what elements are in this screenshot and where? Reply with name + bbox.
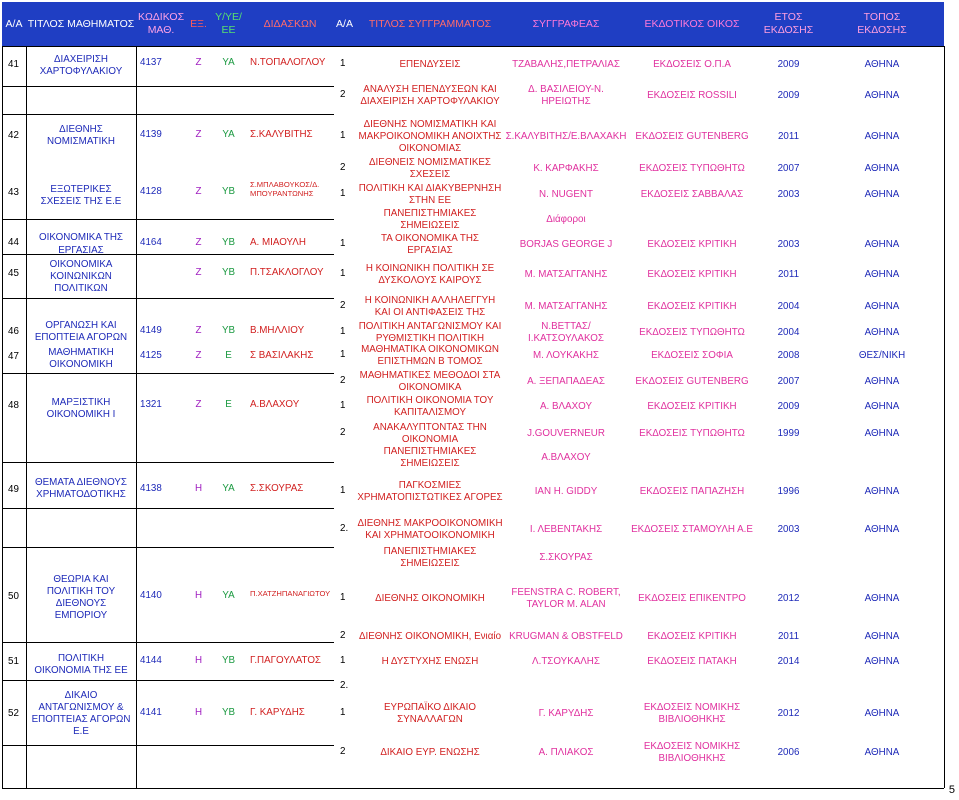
book-place xyxy=(820,545,944,571)
course-title: ΟΙΚΟΝΟΜΙΚΑ ΤΗΣ ΕΡΓΑΣΙΑΣ xyxy=(39,232,123,256)
row-divider xyxy=(2,745,334,746)
book-number: 1 xyxy=(340,58,346,69)
book-year xyxy=(757,207,820,233)
course-number: 51 xyxy=(8,656,19,667)
course-type: ΥΒ xyxy=(221,237,236,248)
course-type: ΥΑ xyxy=(222,590,235,601)
course-teacher: Σ.ΣΚΟΥΡΑΣ xyxy=(250,483,304,494)
course-teacher: Π.ΧΑΤΖΗΠΑΝΑΓΙΩΤΟΥ xyxy=(250,589,331,598)
book-place: ΑΘΗΝΑ xyxy=(864,630,900,642)
course-title: ΘΕΩΡΙΑ ΚΑΙ ΠΟΛΙΤΙΚΗ ΤΟΥ ΔΙΕΘΝΟΥΣ ΕΜΠΟΡΙΟΥ xyxy=(46,573,116,622)
book-year: 2003 xyxy=(777,523,800,535)
course-number: 44 xyxy=(8,237,19,248)
course-teacher: Α.ΒΛΑΧΟΥ xyxy=(250,399,300,410)
book-publisher: ΕΚΔΟΣΕΙΣ ΚΡΙΤΙΚΗ xyxy=(647,400,737,412)
course-title: ΟΙΚΟΝΟΜΙΚΑ ΚΟΙΝΩΝΙΚΩΝ ΠΟΛΙΤΙΚΩΝ xyxy=(49,258,113,295)
book-author: BORJAS GEORGE J xyxy=(519,238,613,250)
course-number: 52 xyxy=(8,708,19,719)
book-publisher: ΕΚΔΟΣΕΙΣ ΕΠΙΚΕΝΤΡΟ xyxy=(638,592,746,604)
book-year: 2007 xyxy=(777,375,800,387)
book-year: 2003 xyxy=(777,238,800,250)
book-author: Γ. ΚΑΡΥΔΗΣ xyxy=(538,707,594,719)
book-title: ΑΝΑΛΥΣΗ ΕΠΕΝΔΥΣΕΩΝ ΚΑΙ ΔΙΑΧΕΙΡΙΣΗ ΧΑΡΤΟΦΥΛΑΚΙΟΥ xyxy=(360,83,500,107)
book-number: 1 xyxy=(340,592,346,603)
course-title: ΜΑΘΗΜΑΤΙΚΗ ΟΙΚΟΝΟΜΙΚΗ xyxy=(48,346,114,370)
book-title: Η ΚΟΙΝΩΝΙΚΗ ΠΟΛΙΤΙΚΗ ΣΕ ΔΥΣΚΟΛΟΥΣ ΚΑΙΡΟΥΣ xyxy=(365,262,495,286)
book-place: ΑΘΗΝΑ xyxy=(864,130,900,142)
book-author: Α. ΠΛΙΑΚΟΣ xyxy=(538,746,594,758)
book-author: Μ. ΜΑΤΣΑΓΓΑΝΗΣ xyxy=(524,300,608,312)
book-publisher: ΕΚΔΟΣΕΙΣ GUTENBERG xyxy=(635,375,749,387)
book-publisher xyxy=(627,545,757,571)
book-year: 2009 xyxy=(777,400,800,412)
book-place: ΑΘΗΝΑ xyxy=(864,655,900,667)
book-publisher: ΕΚΔΟΣΕΙΣ ROSSILI xyxy=(647,89,737,101)
course-title: ΟΡΓΑΝΩΣΗ ΚΑΙ ΕΠΟΠΤΕΙΑ ΑΓΟΡΩΝ xyxy=(34,319,128,343)
book-place: ΑΘΗΝΑ xyxy=(864,592,900,604)
header-cell xyxy=(627,2,757,46)
course-code: 4144 xyxy=(140,655,162,666)
book-publisher: ΕΚΔΟΣΕΙΣ ΝΟΜΙΚΗΣ ΒΙΒΛΙΟΘΗΚΗΣ xyxy=(643,740,741,764)
book-title xyxy=(355,677,505,697)
course-code: 4149 xyxy=(140,325,162,336)
book-place: ΑΘΗΝΑ xyxy=(864,238,900,250)
course-title: ΔΙΕΘΝΗΣ ΝΟΜΙΣΜΑΤΙΚΗ xyxy=(47,123,115,147)
course-semester: Ζ xyxy=(195,350,202,361)
course-teacher: Σ ΒΑΣΙΛΑΚΗΣ xyxy=(250,350,314,361)
book-place: ΑΘΗΝΑ xyxy=(864,268,900,280)
course-teacher: Σ.ΜΠΛΑΒΟΥΚΟΣ/Δ. ΜΠΟΥΡΑΝΤΩΝΗΣ xyxy=(250,180,320,198)
course-title: ΕΞΩΤΕΡΙΚΕΣ ΣΧΕΣΕΙΣ ΤΗΣ Ε.Ε xyxy=(40,183,122,207)
book-publisher: ΕΚΔΟΣΕΙΣ ΚΡΙΤΙΚΗ xyxy=(647,238,737,250)
book-author: Α. ΒΛΑΧΟΥ xyxy=(540,400,592,412)
row-divider xyxy=(2,46,944,47)
course-type: ΥΑ xyxy=(222,483,235,494)
book-place: ΑΘΗΝΑ xyxy=(864,300,900,312)
book-author: Ι. ΛΕΒΕΝΤΑΚΗΣ xyxy=(529,523,603,535)
book-place: ΑΘΗΝΑ xyxy=(864,58,900,70)
book-author: IAN H. GIDDY xyxy=(534,485,598,497)
book-place: ΑΘΗΝΑ xyxy=(864,523,900,535)
book-publisher: ΕΚΔΟΣΕΙΣ ΠΑΤΑΚΗ xyxy=(647,655,737,667)
book-number: 1 xyxy=(340,349,346,360)
row-divider xyxy=(2,788,944,789)
course-code: 4138 xyxy=(140,483,162,494)
header-label: ΕΤΟΣ ΕΚΔΟΣΗΣ xyxy=(763,11,814,36)
header-label: ΚΩΔΙΚΟΣ ΜΑΘ. xyxy=(137,11,185,36)
course-title: ΘΕΜΑΤΑ ΔΙΕΘΝΟΥΣ ΧΡΗΜΑΤΟΔΟΤΙΚΗΣ xyxy=(35,476,127,500)
book-place: ΑΘΗΝΑ xyxy=(864,746,900,758)
header-label: ΤΟΠΟΣ ΕΚΔΟΣΗΣ xyxy=(857,11,907,36)
course-title: ΔΙΚΑΙΟ ΑΝΤΑΓΩΝΙΣΜΟΥ & ΕΠΟΠΤΕΙΑΣ ΑΓΟΡΩΝ Ε.Ε xyxy=(31,689,131,738)
book-place xyxy=(820,677,944,697)
course-code: 4164 xyxy=(140,237,162,248)
book-title: ΔΙΚΑΙΟ ΕΥΡ. ΕΝΩΣΗΣ xyxy=(380,746,480,758)
header-label: ΕΚΔΟΤΙΚΟΣ ΟΙΚΟΣ xyxy=(644,17,740,30)
book-title: ΠΟΛΙΤΙΚΗ ΟΙΚΟΝΟΜΙΑ ΤΟΥ ΚΑΠΙΤΑΛΙΣΜΟΥ xyxy=(366,394,494,418)
book-year: 2004 xyxy=(777,326,800,338)
book-publisher: ΕΚΔΟΣΕΙΣ Ο.Π.Α xyxy=(653,58,731,70)
course-type: Ε xyxy=(225,399,232,410)
book-year: 2007 xyxy=(777,162,800,174)
course-type: ΥΒ xyxy=(221,707,236,718)
course-title: ΔΙΑΧΕΙΡΙΣΗ ΧΑΡΤΟΦΥΛΑΚΙΟΥ xyxy=(39,53,123,77)
book-year: 2011 xyxy=(777,268,800,280)
book-title: ΠΑΝΕΠΙΣΤΗΜΙΑΚΕΣ ΣΗΜΕΙΩΣΕΙΣ xyxy=(383,445,477,469)
course-title: ΠΟΛΙΤΙΚΗ ΟΙΚΟΝΟΜΙΑ ΤΗΣ ΕΕ xyxy=(34,652,128,676)
header-label: ΕΞ. xyxy=(190,17,207,30)
book-place: ΑΘΗΝΑ xyxy=(864,427,900,439)
book-title: ΕΥΡΩΠΑΪΚΟ ΔΙΚΑΙΟ ΣΥΝΑΛΛΑΓΩΝ xyxy=(384,701,476,725)
book-year: 2009 xyxy=(777,89,800,101)
book-place xyxy=(820,445,944,471)
book-author: Διάφοροι xyxy=(546,213,586,225)
book-publisher xyxy=(627,207,757,233)
course-teacher: Α. ΜΙΑΟΥΛΗ xyxy=(250,237,306,248)
column-divider xyxy=(944,46,945,788)
column-divider xyxy=(136,46,137,788)
course-teacher: Σ.ΚΑΛΥΒΙΤΗΣ xyxy=(250,129,313,140)
course-code: 4137 xyxy=(140,57,162,68)
course-number: 45 xyxy=(8,268,19,279)
book-number: 1 xyxy=(340,188,346,199)
book-title: Η ΔΥΣΤΥΧΗΣ ΕΝΩΣΗ xyxy=(381,655,479,667)
row-divider xyxy=(2,547,334,548)
course-semester: Ζ xyxy=(195,325,202,336)
book-author: Α. ΞΕΠΑΠΑΔΕΑΣ xyxy=(527,375,605,387)
course-semester: Ζ xyxy=(195,267,202,278)
course-type: ΥΒ xyxy=(221,325,236,336)
book-year: 2014 xyxy=(777,655,800,667)
course-type: ΥΑ xyxy=(222,129,235,140)
book-author: ΤΖΑΒΑΛΗΣ,ΠΕΤΡΑΛΙΑΣ xyxy=(512,58,620,70)
header-cell xyxy=(136,2,186,46)
book-place: ΑΘΗΝΑ xyxy=(864,188,900,200)
book-year xyxy=(757,545,820,571)
book-title: ΠΑΝΕΠΙΣΤΗΜΙΑΚΕΣ ΣΗΜΕΙΩΣΕΙΣ xyxy=(383,545,477,569)
book-author: Α.ΒΛΑΧΟΥ xyxy=(541,451,591,463)
book-number: 2. xyxy=(340,680,349,691)
book-number: 2 xyxy=(340,630,346,641)
book-year: 2008 xyxy=(777,349,800,361)
row-divider xyxy=(2,86,334,87)
book-author: KRUGMAN & OBSTFELD xyxy=(509,630,623,642)
book-year: 2011 xyxy=(777,130,800,142)
header-cell xyxy=(505,2,627,46)
row-divider xyxy=(2,298,334,299)
book-number: 2. xyxy=(340,523,349,534)
course-number: 41 xyxy=(8,59,19,70)
course-semester: Η xyxy=(194,590,203,601)
book-title: ΠΑΝΕΠΙΣΤΗΜΙΑΚΕΣ ΣΗΜΕΙΩΣΕΙΣ xyxy=(383,207,477,231)
book-title: ΔΙΕΘΝΗΣ ΜΑΚΡΟΟΙΚΟΝΟΜΙΚΗ ΚΑΙ ΧΡΗΜΑΤΟΟΙΚΟΝΟΜΙΚΗ xyxy=(357,517,503,541)
syllabus-table xyxy=(2,2,944,788)
book-publisher: ΕΚΔΟΣΕΙΣ ΚΡΙΤΙΚΗ xyxy=(647,630,737,642)
book-year: 2009 xyxy=(777,58,800,70)
book-number: 2 xyxy=(340,746,346,757)
book-place: ΑΘΗΝΑ xyxy=(864,400,900,412)
header-cell xyxy=(26,2,136,46)
row-divider xyxy=(2,462,334,463)
course-number: 42 xyxy=(8,130,19,141)
book-number: 2 xyxy=(340,375,346,386)
row-divider xyxy=(2,373,334,374)
book-number: 1 xyxy=(340,238,346,249)
book-title: ΤΑ ΟΙΚΟΝΟΜΙΚΑ ΤΗΣ ΕΡΓΑΣΙΑΣ xyxy=(381,232,479,256)
book-publisher: ΕΚΔΟΣΕΙΣ ΝΟΜΙΚΗΣ ΒΙΒΛΙΟΘΗΚΗΣ xyxy=(643,701,741,725)
book-publisher: ΕΚΔΟΣΕΙΣ ΚΡΙΤΙΚΗ xyxy=(647,268,737,280)
course-teacher: Γ.ΠΑΓΟΥΛΑΤΟΣ xyxy=(250,655,321,666)
course-semester: Η xyxy=(194,655,203,666)
book-number: 1 xyxy=(340,326,346,337)
book-title: ΜΑΘΗΜΑΤΙΚΕΣ ΜΕΘΟΔΟΙ ΣΤΑ ΟΙΚΟΝΟΜΙΚΑ xyxy=(359,369,501,393)
book-title: ΠΟΛΙΤΙΚΗ ΚΑΙ ΔΙΑΚΥΒΕΡΝΗΣΗ ΣΤΗΝ ΕΕ xyxy=(358,182,502,206)
course-teacher: Ν.ΤΟΠΑΛΟΓΛΟΥ xyxy=(250,57,326,68)
header-cell xyxy=(355,2,505,46)
book-author: Λ.ΤΣΟΥΚΑΛΗΣ xyxy=(532,655,600,667)
row-divider xyxy=(2,680,334,681)
course-semester: Ζ xyxy=(195,237,202,248)
course-number: 48 xyxy=(8,400,19,411)
book-title: ΜΑΘΗΜΑΤΙΚΑ ΟΙΚΟΝΟΜΙΚΩΝ ΕΠΙΣΤΗΜΩΝ Β ΤΟΜΟΣ xyxy=(361,343,499,367)
row-divider xyxy=(2,219,334,220)
book-number: 2 xyxy=(340,427,346,438)
header-cell xyxy=(757,2,820,46)
course-code xyxy=(140,267,180,281)
course-number: 47 xyxy=(8,351,19,362)
course-number: 49 xyxy=(8,484,19,495)
book-place: ΑΘΗΝΑ xyxy=(864,89,900,101)
book-author: J.GOUVERNEUR xyxy=(527,427,605,439)
course-semester: Ζ xyxy=(195,129,202,140)
book-title: Η ΚΟΙΝΩΝΙΚΗ ΑΛΛΗΛΕΓΓΥΗ ΚΑΙ ΟΙ ΑΝΤΙΦΑΣΕΙΣ ΤΗΣ xyxy=(364,294,496,318)
course-title: ΜΑΡΞΙΣΤΙΚΗ ΟΙΚΟΝΟΜΙΚΗ Ι xyxy=(46,396,116,420)
book-year: 2012 xyxy=(777,707,800,719)
book-place: ΑΘΗΝΑ xyxy=(864,326,900,338)
book-author: FEENSTRA C. ROBERT, TAYLOR M. ALAN xyxy=(511,586,621,610)
course-semester: Ζ xyxy=(195,399,202,410)
course-type: Ε xyxy=(225,350,232,361)
book-number: 1 xyxy=(340,655,346,666)
book-year: 1999 xyxy=(777,427,800,439)
header-cell xyxy=(2,2,26,46)
header-label: ΤΙΤΛΟΣ ΣΥΓΓΡΑΜΜΑΤΟΣ xyxy=(368,17,492,30)
book-title: ΑΝΑΚΑΛΥΠΤΟΝΤΑΣ ΤΗΝ ΟΙΚΟΝΟΜΙΑ xyxy=(373,421,487,445)
book-number: 1 xyxy=(340,400,346,411)
book-author: Κ. ΚΑΡΦΑΚΗΣ xyxy=(533,162,599,174)
course-type: ΥΒ xyxy=(221,267,236,278)
book-number: 2 xyxy=(340,300,346,311)
book-title: ΔΙΕΘΝΕΙΣ ΝΟΜΙΣΜΑΤΙΚΕΣ ΣΧΕΣΕΙΣ xyxy=(369,156,491,180)
course-semester: Η xyxy=(194,483,203,494)
book-publisher: ΕΚΔΟΣΕΙΣ ΤΥΠΩΘΗΤΩ xyxy=(639,162,745,174)
book-number: 1 xyxy=(340,268,346,279)
book-place: ΑΘΗΝΑ xyxy=(864,375,900,387)
book-publisher xyxy=(627,677,757,697)
row-divider xyxy=(2,508,334,509)
course-teacher: Π.ΤΣΑΚΛΟΓΛΟΥ xyxy=(250,267,324,278)
book-title: ΔΙΕΘΝΗΣ ΟΙΚΟΝΟΜΙΚΗ xyxy=(375,592,485,604)
book-number: 1 xyxy=(340,707,346,718)
header-cell xyxy=(334,2,355,46)
course-type: ΥΑ xyxy=(222,57,235,68)
course-type: ΥΒ xyxy=(221,655,236,666)
course-teacher: Β.ΜΗΛΛΙΟΥ xyxy=(250,325,305,336)
book-number: 1 xyxy=(340,485,346,496)
book-year xyxy=(757,445,820,471)
course-code: 1321 xyxy=(140,399,162,410)
course-code: 4128 xyxy=(140,186,162,197)
header-label: Υ/ΥΕ/ΕΕ xyxy=(215,11,242,36)
course-code: 4141 xyxy=(140,707,162,718)
page-number: 5 xyxy=(948,784,955,796)
book-publisher: ΕΚΔΟΣΕΙΣ ΤΥΠΩΘΗΤΩ xyxy=(639,427,745,439)
header-cell xyxy=(186,2,211,46)
header-label: ΤΙΤΛΟΣ ΜΑΘΗΜΑΤΟΣ xyxy=(27,17,135,30)
book-title: ΠΟΛΙΤΙΚΗ ΑΝΤΑΓΩΝΙΣΜΟΥ ΚΑΙ ΡΥΘΜΙΣΤΙΚΗ ΠΟΛΙΤΙΚΗ xyxy=(358,320,502,344)
course-number: 46 xyxy=(8,326,19,337)
course-number: 43 xyxy=(8,187,19,198)
course-teacher: Γ. ΚΑΡΥΔΗΣ xyxy=(250,707,305,718)
book-title: ΕΠΕΝΔΥΣΕΙΣ xyxy=(399,58,461,70)
book-publisher: ΕΚΔΟΣΕΙΣ ΣΟΦΙΑ xyxy=(651,349,733,361)
book-place: ΘΕΣ/ΝΙΚΗ xyxy=(858,349,906,361)
book-author xyxy=(505,677,627,697)
book-author: Σ.ΣΚΟΥΡΑΣ xyxy=(539,551,593,563)
book-year: 2011 xyxy=(777,630,800,642)
book-number: 2 xyxy=(340,89,346,100)
header-label: ΔΙΔΑΣΚΩΝ xyxy=(263,17,317,30)
course-code: 4125 xyxy=(140,350,162,361)
book-year: 1996 xyxy=(777,485,800,497)
header-label: Α/Α xyxy=(5,17,23,30)
book-place: ΑΘΗΝΑ xyxy=(864,162,900,174)
header-label: Α/Α xyxy=(336,17,353,30)
header-cell xyxy=(246,2,334,46)
header-cell xyxy=(820,2,944,46)
book-number: 1 xyxy=(340,130,346,141)
book-publisher: ΕΚΔΟΣΕΙΣ GUTENBERG xyxy=(635,130,749,142)
header-label: ΣΥΓΓΡΑΦΕΑΣ xyxy=(532,17,600,30)
book-publisher xyxy=(627,445,757,471)
book-author: Ν.ΒΕΤΤΑΣ/Ι.ΚΑΤΣΟΥΛΑΚΟΣ xyxy=(528,320,604,344)
book-title: ΔΙΕΘΝΗΣ ΟΙΚΟΝΟΜΙΚΗ, Ενιαίο xyxy=(358,630,502,642)
course-code: 4139 xyxy=(140,129,162,140)
column-divider xyxy=(2,46,3,788)
course-type: ΥΒ xyxy=(221,186,236,197)
book-publisher: ΕΚΔΟΣΕΙΣ ΤΥΠΩΘΗΤΩ xyxy=(639,326,745,338)
book-publisher: ΕΚΔΟΣΕΙΣ ΚΡΙΤΙΚΗ xyxy=(647,300,737,312)
book-year xyxy=(757,677,820,697)
course-semester: Η xyxy=(194,707,203,718)
book-number: 2 xyxy=(340,162,346,173)
course-number: 50 xyxy=(8,591,19,602)
header-cell xyxy=(211,2,246,46)
book-year: 2004 xyxy=(777,300,800,312)
book-year: 2006 xyxy=(777,746,800,758)
book-author: Δ. ΒΑΣΙΛΕΙΟΥ-Ν. ΗΡΕΙΩΤΗΣ xyxy=(528,83,604,107)
book-year: 2012 xyxy=(777,592,800,604)
book-author: N. NUGENT xyxy=(539,188,593,200)
book-author: Μ. ΛΟΥΚΑΚΗΣ xyxy=(533,349,599,361)
book-publisher: ΕΚΔΟΣΕΙΣ ΣΤΑΜΟΥΛΗ Α.Ε xyxy=(631,523,753,535)
book-author: Σ.ΚΑΛΥΒΙΤΗΣ/Ε.ΒΛΑΧΑΚΗ xyxy=(505,130,627,142)
book-publisher: ΕΚΔΟΣΕΙΣ ΠΑΠΑΖΗΣΗ xyxy=(639,485,745,497)
course-semester: Ζ xyxy=(195,57,202,68)
book-year: 2003 xyxy=(777,188,800,200)
book-title: ΔΙΕΘΝΗΣ ΝΟΜΙΣΜΑΤΙΚΗ ΚΑΙ ΜΑΚΡΟΙΚΟΝΟΜΙΚΗ ΑΝΟΙΧΤΗΣ ΟΙΚΟΝΟΜΙΑΣ xyxy=(358,118,502,155)
book-publisher: ΕΚΔΟΣΕΙΣ ΣΑΒΒΑΛΑΣ xyxy=(640,188,744,200)
course-code: 4140 xyxy=(140,590,162,601)
course-semester: Ζ xyxy=(195,186,202,197)
book-title: ΠΑΓΚΟΣΜΙΕΣ ΧΡΗΜΑΤΟΠΙΣΤΩΤΙΚΕΣ ΑΓΟΡΕΣ xyxy=(357,479,503,503)
book-place xyxy=(820,207,944,233)
book-place: ΑΘΗΝΑ xyxy=(864,485,900,497)
row-divider xyxy=(2,642,334,643)
book-place: ΑΘΗΝΑ xyxy=(864,707,900,719)
book-author: Μ. ΜΑΤΣΑΓΓΑΝΗΣ xyxy=(524,268,608,280)
